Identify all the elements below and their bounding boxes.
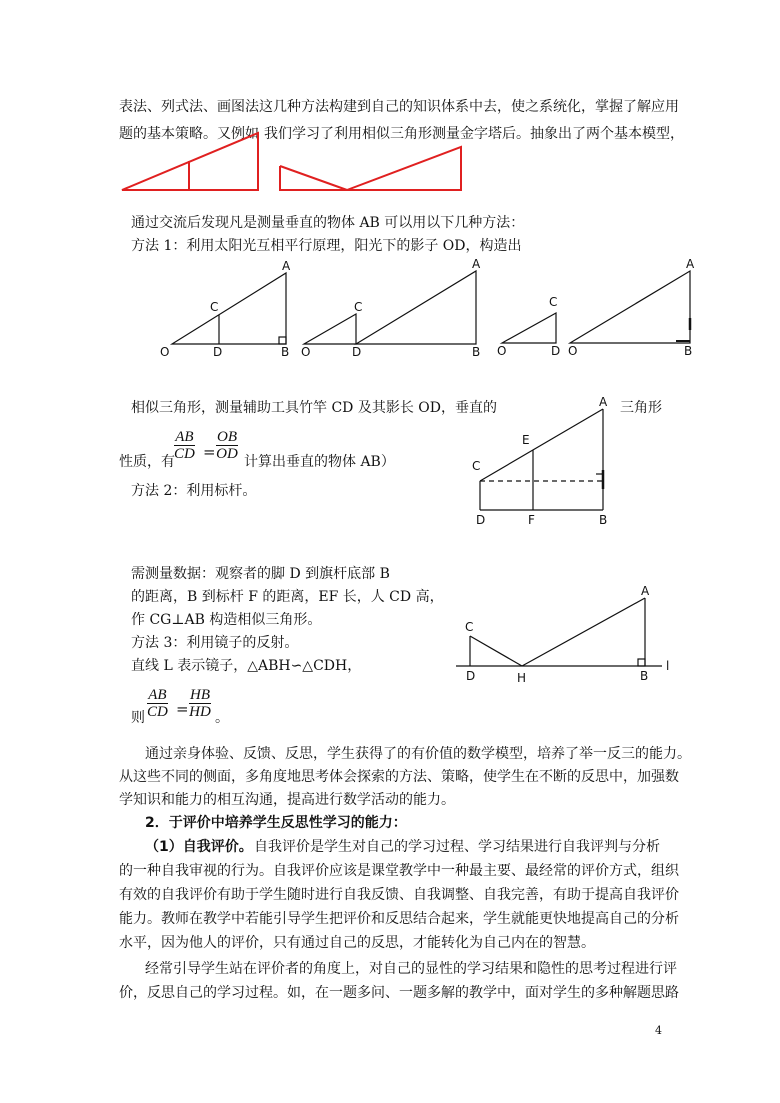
method2-data-3: 作 CG⊥AB 构造相似三角形。 bbox=[131, 612, 322, 628]
method3-prefix: 则 bbox=[131, 710, 145, 726]
fig3-label-H: H bbox=[517, 671, 527, 685]
fig2-label-C: C bbox=[472, 459, 481, 473]
d3-label-O: O bbox=[497, 344, 507, 358]
section2-heading: 2．于评价中培养学生反思性学习的能力： bbox=[145, 815, 407, 831]
d3-label-C: C bbox=[549, 295, 558, 309]
fig3-label-l: l bbox=[666, 659, 670, 673]
d1-label-A: A bbox=[282, 259, 291, 273]
method2-data-2: 的距离，B 到标杆 F 的距离，EF 长，人 CD 高， bbox=[131, 589, 444, 605]
d2-label-C: C bbox=[354, 300, 363, 314]
fig3-label-C: C bbox=[465, 620, 474, 634]
d2-label-A: A bbox=[472, 257, 481, 271]
d4-label-B: B bbox=[684, 344, 693, 358]
formula1-equals: = bbox=[203, 443, 216, 461]
self-eval-line-1: 自我评价是学生对自己的学习过程、学习结果进行自我评判与分析 bbox=[254, 839, 660, 855]
d1-label-O: O bbox=[160, 345, 170, 359]
method2-data-1: 需测量数据：观察者的脚 D 到旗杆底部 B bbox=[131, 566, 390, 582]
d3-label-D: D bbox=[551, 344, 561, 358]
formula2-num-left: AB bbox=[148, 687, 167, 703]
intro-line-1: 表法、列式法、画图法这几种方法构建到自己的知识体系中去，使之系统化，掌握了解应用 bbox=[119, 99, 679, 115]
formula1-den-left: CD bbox=[174, 446, 195, 462]
fig3-label-A: A bbox=[641, 584, 650, 598]
summary-line-2: 从这些不同的侧面，多角度地思考体会探索的方法、策略，使学生在不断的反思中，加强数 bbox=[119, 769, 679, 785]
method1-prop-suffix: 计算出垂直的物体 AB） bbox=[244, 454, 395, 470]
methods-intro: 通过交流后发现凡是测量垂直的物体 AB 可以用以下几种方法： bbox=[131, 215, 525, 231]
intro-line-2a: 题的基本策略。又例如 bbox=[119, 126, 259, 142]
self-eval-line-5: 水平，因为他人的评价，只有通过自己的反思，才能转化为自己内在的智慧。 bbox=[119, 935, 595, 951]
d2-label-O: O bbox=[301, 345, 311, 359]
method1-desc-a: 相似三角形，测量辅助工具竹竿 CD 及其影长 OD，垂直的 bbox=[131, 400, 497, 416]
formula2-den-right: HD bbox=[189, 704, 211, 720]
summary-line-3: 学知识和能力的相互沟通，提高进行数学活动的能力。 bbox=[119, 792, 455, 808]
formula2-den-left: CD bbox=[147, 704, 168, 720]
fig2-label-F: F bbox=[528, 513, 535, 527]
intro-line-2b: 我们学习了利用相似三角形测量金字塔后。抽象出了两个基本模型， bbox=[264, 126, 684, 142]
method1-desc-b: 三角形 bbox=[620, 400, 662, 416]
fig2-label-A: A bbox=[599, 395, 608, 409]
method3-desc: 直线 L 表示镜子，△ABH∽△CDH， bbox=[131, 658, 362, 674]
self-eval-line-4: 能力。教师在教学中若能引导学生把评价和反思结合起来，学生就能更快地提高自己的分析 bbox=[119, 911, 679, 927]
d4-label-O: O bbox=[568, 344, 578, 358]
d2-label-B: B bbox=[472, 345, 481, 359]
method3-suffix: 。 bbox=[215, 710, 229, 726]
self-eval-line-3: 有效的自我评价有助于学生随时进行自我反馈、自我调整、自我完善，有助于提高自我评价 bbox=[119, 887, 679, 903]
formula1-num-right: OB bbox=[217, 429, 237, 445]
method3-title: 方法 3：利用镜子的反射。 bbox=[131, 635, 299, 651]
fig2-label-E: E bbox=[522, 433, 530, 447]
d1-label-B: B bbox=[281, 345, 290, 359]
fig3-right-angle bbox=[638, 659, 645, 666]
formula2-equals: = bbox=[176, 700, 189, 718]
page-number: 4 bbox=[655, 1024, 662, 1037]
d2-label-D: D bbox=[352, 345, 362, 359]
d1-label-D: D bbox=[213, 345, 223, 359]
method2-title: 方法 2：利用标杆。 bbox=[131, 483, 257, 499]
fig3-line-HA bbox=[522, 598, 645, 666]
fig2-label-B: B bbox=[599, 513, 608, 527]
fig3-label-B: B bbox=[640, 669, 649, 683]
d1-label-C: C bbox=[210, 300, 219, 314]
method1-prop-prefix: 性质，有 bbox=[119, 454, 175, 470]
formula2-left-fraction bbox=[147, 687, 168, 721]
formula1-den-right: OD bbox=[216, 446, 238, 462]
summary-line-1: 通过亲身体验、反馈、反思，学生获得了的有价值的数学模型，培养了举一反三的能力。 bbox=[145, 746, 691, 762]
fig3-line-CH bbox=[470, 636, 522, 666]
formula2-right-fraction bbox=[189, 687, 211, 721]
final-line-1: 经常引导学生站在评价者的角度上，对自己的显性的学习结果和隐性的思考过程进行评 bbox=[145, 961, 677, 977]
formula1-num-left: AB bbox=[175, 429, 194, 445]
method1-title: 方法 1：利用太阳光互相平行原理，阳光下的影子 OD，构造出 bbox=[131, 238, 522, 254]
final-line-2: 价，反思自己的学习过程。如，在一题多问、一题多解的教学中，面对学生的多种解题思路 bbox=[119, 985, 679, 1001]
self-eval-label: （1）自我评价。 bbox=[145, 839, 253, 855]
formula2-num-right: HB bbox=[190, 687, 210, 703]
d4-label-A: A bbox=[686, 257, 695, 271]
self-eval-line-2: 的一种自我审视的行为。自我评价应该是课堂教学中一种最主要、最经常的评价方式，组织 bbox=[119, 863, 679, 879]
fig3-label-D: D bbox=[466, 669, 476, 683]
fig2-label-D: D bbox=[476, 513, 486, 527]
